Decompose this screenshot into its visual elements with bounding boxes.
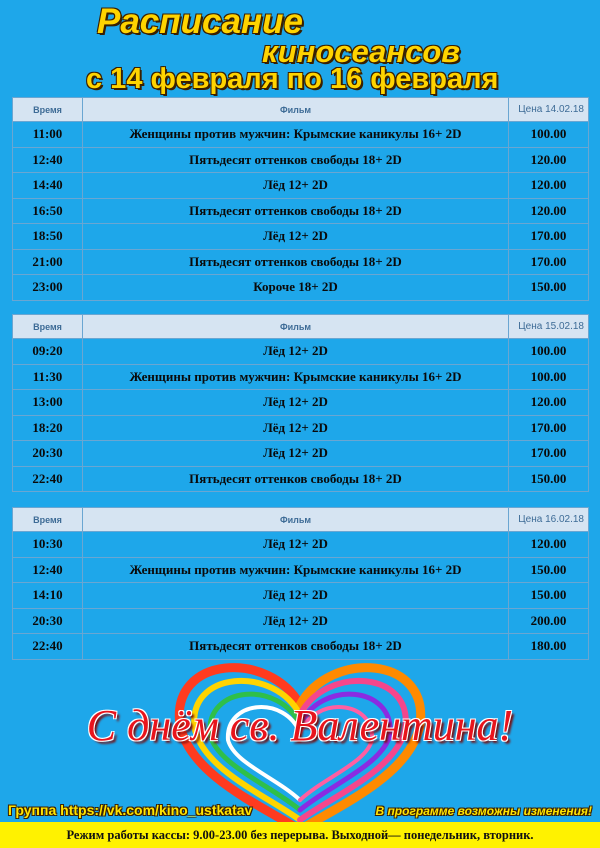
showtime: 22:40 xyxy=(13,466,83,492)
ticket-price: 120.00 xyxy=(509,173,589,199)
film-title: Пятьдесят оттенков свободы 18+ 2D xyxy=(83,634,509,660)
ticket-price: 150.00 xyxy=(509,557,589,583)
showtime: 21:00 xyxy=(13,249,83,275)
showtime: 16:50 xyxy=(13,198,83,224)
ticket-price: 100.00 xyxy=(509,364,589,390)
table-row xyxy=(13,147,589,173)
film-title: Лёд 12+ 2D xyxy=(83,415,509,441)
table-row xyxy=(13,390,589,416)
table-row xyxy=(13,441,589,467)
ticket-price: 170.00 xyxy=(509,415,589,441)
film-title: Лёд 12+ 2D xyxy=(83,441,509,467)
table-row xyxy=(13,122,589,148)
title-date-range: с 14 февраля по 16 февраля xyxy=(86,63,499,95)
table-row xyxy=(13,364,589,390)
column-header-time: Время xyxy=(13,315,83,339)
ticket-price: 200.00 xyxy=(509,608,589,634)
ticket-price: 170.00 xyxy=(509,224,589,250)
valentine-greeting: С днём св. Валентина! xyxy=(86,701,514,750)
table-row xyxy=(13,532,589,558)
schedule-table-day-1 xyxy=(12,97,589,301)
showtime: 14:10 xyxy=(13,583,83,609)
table-row xyxy=(13,415,589,441)
column-header-price: Цена 16.02.18 xyxy=(509,508,589,532)
showtime: 12:40 xyxy=(13,147,83,173)
film-title: Лёд 12+ 2D xyxy=(83,339,509,365)
column-header-price: Цена 14.02.18 xyxy=(509,98,589,122)
film-title: Женщины против мужчин: Крымские каникулы 16+ 2D xyxy=(83,122,509,148)
film-title: Лёд 12+ 2D xyxy=(83,390,509,416)
ticket-price: 120.00 xyxy=(509,198,589,224)
ticket-price: 170.00 xyxy=(509,249,589,275)
film-title: Пятьдесят оттенков свободы 18+ 2D xyxy=(83,147,509,173)
table-row xyxy=(13,339,589,365)
showtime: 09:20 xyxy=(13,339,83,365)
film-title: Женщины против мужчин: Крымские каникулы 16+ 2D xyxy=(83,364,509,390)
table-row xyxy=(13,466,589,492)
program-changes-note: В программе возможны изменения! xyxy=(375,804,592,818)
table-row xyxy=(13,557,589,583)
ticket-price: 170.00 xyxy=(509,441,589,467)
ticket-price: 150.00 xyxy=(509,275,589,301)
showtime: 12:40 xyxy=(13,557,83,583)
table-row xyxy=(13,224,589,250)
title-line-1: Расписание xyxy=(97,2,303,41)
column-header-film: Фильм xyxy=(83,315,509,339)
schedule-table-day-2 xyxy=(12,314,589,492)
table-row xyxy=(13,198,589,224)
column-header-film: Фильм xyxy=(83,508,509,532)
showtime: 22:40 xyxy=(13,634,83,660)
film-title: Лёд 12+ 2D xyxy=(83,173,509,199)
showtime: 20:30 xyxy=(13,441,83,467)
film-title: Лёд 12+ 2D xyxy=(83,532,509,558)
ticket-price: 150.00 xyxy=(509,466,589,492)
table-row xyxy=(13,173,589,199)
ticket-price: 180.00 xyxy=(509,634,589,660)
column-header-time: Время xyxy=(13,508,83,532)
film-title: Женщины против мужчин: Крымские каникулы 16+ 2D xyxy=(83,557,509,583)
box-office-hours: Режим работы кассы: 9.00-23.00 без перерыва. Выходной— понедельник, вторник. xyxy=(0,822,600,848)
ticket-price: 120.00 xyxy=(509,147,589,173)
ticket-price: 120.00 xyxy=(509,532,589,558)
film-title: Короче 18+ 2D xyxy=(83,275,509,301)
column-header-price: Цена 15.02.18 xyxy=(509,315,589,339)
showtime: 10:30 xyxy=(13,532,83,558)
film-title: Лёд 12+ 2D xyxy=(83,608,509,634)
showtime: 18:50 xyxy=(13,224,83,250)
table-row xyxy=(13,583,589,609)
ticket-price: 150.00 xyxy=(509,583,589,609)
film-title: Пятьдесят оттенков свободы 18+ 2D xyxy=(83,466,509,492)
film-title: Пятьдесят оттенков свободы 18+ 2D xyxy=(83,198,509,224)
showtime: 20:30 xyxy=(13,608,83,634)
showtime: 14:40 xyxy=(13,173,83,199)
showtime: 11:30 xyxy=(13,364,83,390)
ticket-price: 100.00 xyxy=(509,339,589,365)
column-header-time: Время xyxy=(13,98,83,122)
film-title: Лёд 12+ 2D xyxy=(83,224,509,250)
schedule-table-day-3 xyxy=(12,507,589,660)
group-link[interactable]: Группа https://vk.com/kino_ustkatav xyxy=(8,802,253,818)
showtime: 13:00 xyxy=(13,390,83,416)
table-row xyxy=(13,275,589,301)
showtime: 11:00 xyxy=(13,122,83,148)
showtime: 23:00 xyxy=(13,275,83,301)
ticket-price: 120.00 xyxy=(509,390,589,416)
table-row xyxy=(13,608,589,634)
film-title: Лёд 12+ 2D xyxy=(83,583,509,609)
title-line-2: киносеансов xyxy=(262,34,461,69)
ticket-price: 100.00 xyxy=(509,122,589,148)
table-row xyxy=(13,249,589,275)
film-title: Пятьдесят оттенков свободы 18+ 2D xyxy=(83,249,509,275)
showtime: 18:20 xyxy=(13,415,83,441)
column-header-film: Фильм xyxy=(83,98,509,122)
